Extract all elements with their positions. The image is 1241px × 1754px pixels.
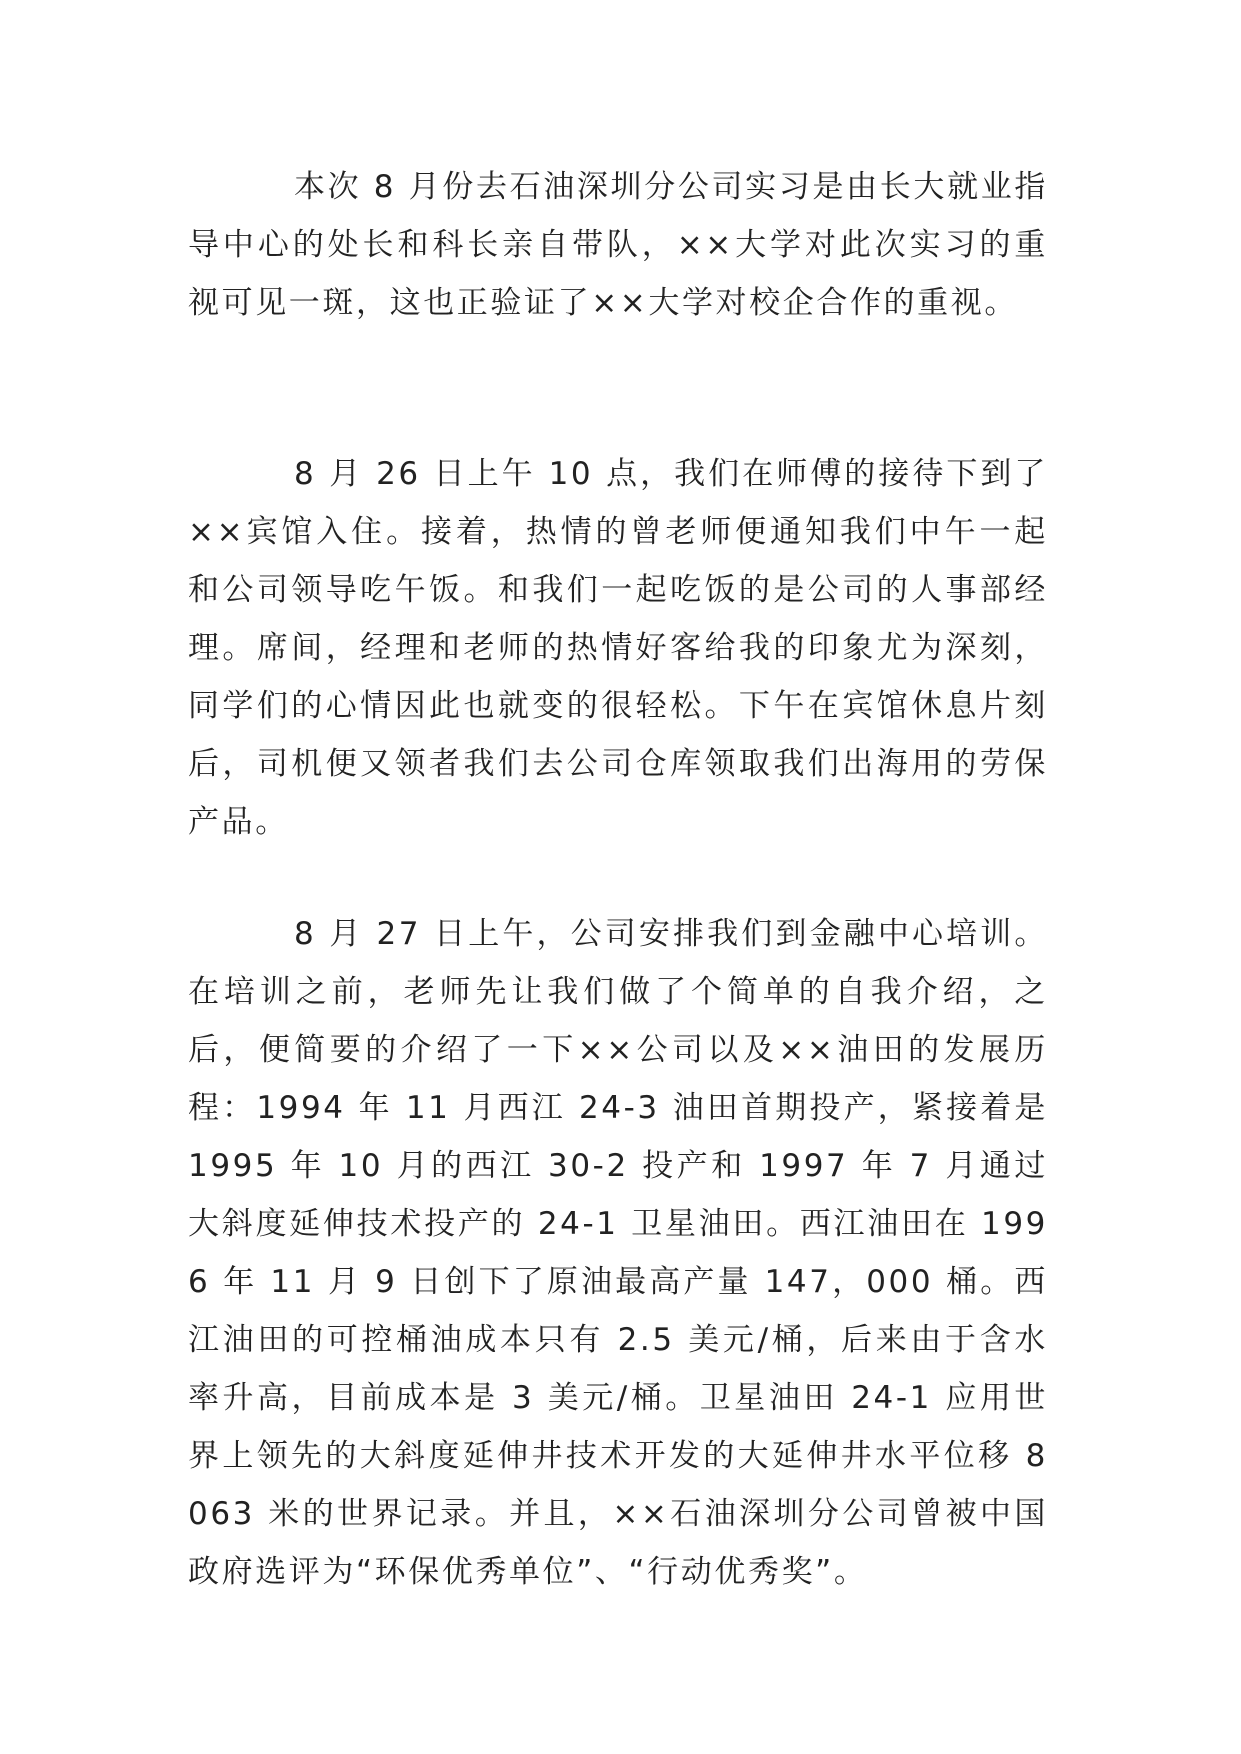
paragraph-aug-26: 8 月 26 日上午 10 点，我们在师傅的接待下到了××宾馆入住。接着，热情的曾老师便通知我们中午一起和公司领导吃午饭。和我们一起吃饭的是公司的人事部经理。席间，经理和老师的热情好客给我的印象尤为深刻，同学们的心情因此也就变的很轻松。下午在宾馆休息片刻后，司机便又领者我们去公司仓库领取我们出海用的劳保产品。 (188, 456, 1048, 840)
paragraph-internship-intro: 本次 8 月份去石油深圳分公司实习是由长大就业指导中心的处长和科长亲自带队，××大学对此次实习的重视可见一斑，这也正验证了××大学对校企合作的重视。 (188, 169, 1048, 321)
paragraph-aug-27: 8 月 27 日上午，公司安排我们到金融中心培训。在培训之前，老师先让我们做了个简单的自我介绍，之后，便简要的介绍了一下××公司以及××油田的发展历程：1994 年 11 月西江 24-3 油田首期投产，紧接着是 1995 年 10 月的西江 30-2 投产和 1997 年 7 月通过大斜度延伸技术投产的 24-1 卫星油田。西江油田在 1996 年 11 月 9 日创下了原油最高产量 147，000 桶。西江油田的可控桶油成本只有 2.5 美元/桶，后来由于含水率升高，目前成本是 3 美元/桶。卫星油田 24-1 应用世界上领先的大斜度延伸井技术开发的大延伸井水平位移 8063 米的世界记录。并且，××石油深圳分公司曾被中国政府选评为“环保优秀单位”、“行动优秀奖”。 (188, 916, 1048, 1590)
